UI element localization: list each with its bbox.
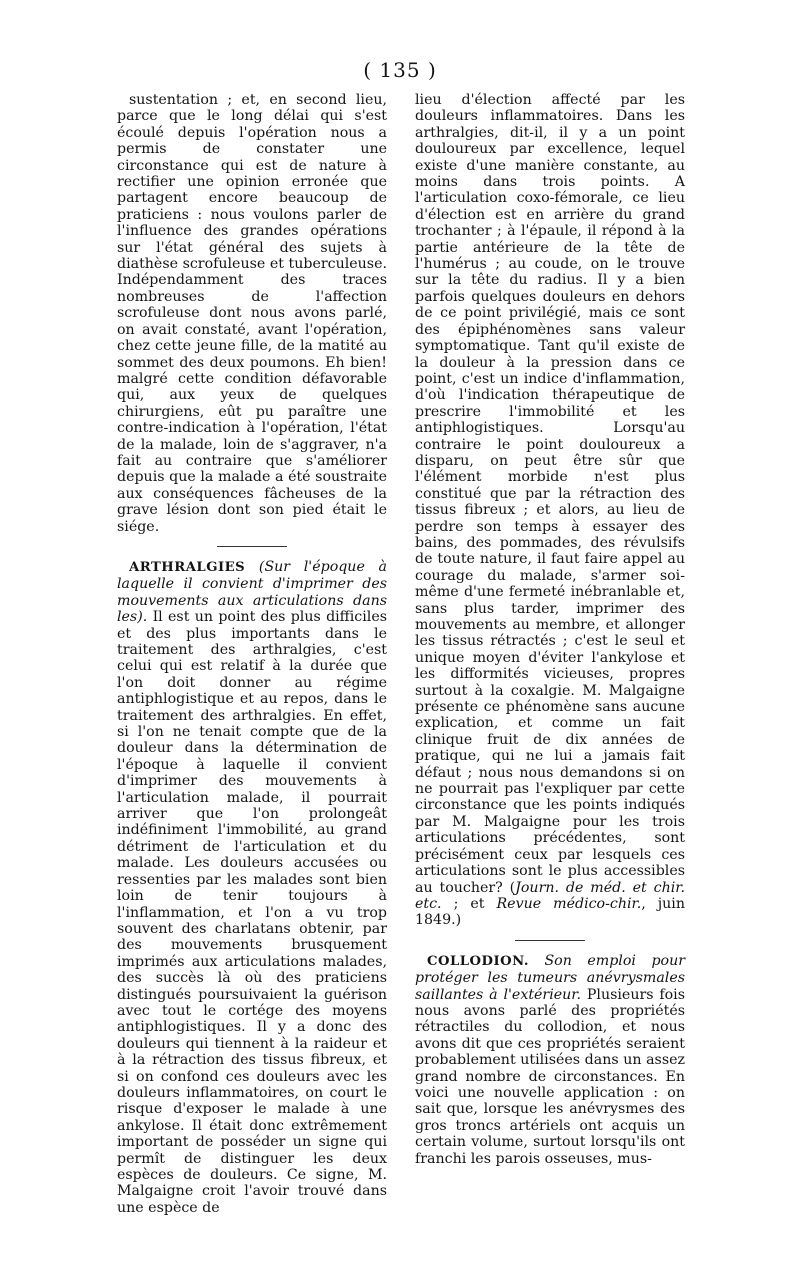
left-column <box>117 92 387 1216</box>
section-divider <box>217 546 287 547</box>
arthralgies-continuation-text: lieu d'élection affecté par les douleurs inflammatoires. Dans les arthralgies, dit-il, il y a un point douloureux par excellence, lequel existe d'une manière constante, au moins dans trois points. A l'articulation coxo-fémorale, ce lieu d'élection est en arrière du grand trochanter ; à l'épaule, il répond à la partie antérieure de la tête de l'humérus ; au coude, on le trouve sur la tête du radius. Il y a bien parfois quelques douleurs en dehors de ce point privilégié, mais ce sont des épiphénomènes sans valeur symptomatique. Tant qu'il existe de la douleur à la pression dans ce point, c'est un indice d'inflammation, d'où l'indication thérapeutique de prescrire l'immobilité et les antiphlogistiques. Lorsqu'au contraire le point douloureux a disparu, on peut être sûr que l'élément morbide n'est plus constitué que par la rétraction des tissus fibreux ; et alors, au lieu de perdre son temps à essayer des bains, des pommades, des révulsifs de toute nature, il faut faire appel au courage du malade, s'armer soi-même d'une fermeté inébranlable et, sans plus tarder, imprimer des mouvements au membre, et allonger les tissus rétractés ; c'est le seul et unique moyen d'éviter l'ankylose et les difformités vicieuses, propres surtout à la coxalgie. M. Malgaigne présente ce phénomène sans aucune explication, et comme un fait clinique fruit de dix années de pratique, qui ne lui a jamais fait défaut ; nous nous demandons si on ne pourrait pas l'expliquer par cette circonstance que les points indiqués par M. Malgaigne pour les trois articulations précédentes, sont précisément ceux par lesquels ces articulations sont le plus accessibles au toucher? ( <box>415 92 685 896</box>
section-divider <box>515 940 585 941</box>
page-number: ( 135 ) <box>363 58 437 82</box>
reference-revue: Revue médico-chir. <box>496 895 642 912</box>
right-column <box>415 92 685 1167</box>
collodion-body: Plusieurs fois nous avons parlé des propriétés rétractiles du collodion, et nous avons dit que ces propriétés seraient probablement utilisées dans un assez grand nombre de circonstances. En voici une nouvelle application : on sait que, lorsque les anévrysmes des gros troncs artériels ont acquis un certain volume, surtout lorsqu'ils ont franchi les parois osseuses, mus- <box>415 986 685 1167</box>
arthralgies-heading: ARTHRALGIES <box>129 559 246 575</box>
arthralgies-continuation <box>415 92 685 929</box>
case-conclusion-paragraph: sustentation ; et, en second lieu, parce que le long délai qui s'est écoulé depuis l'opération nous a permis de constater une circonstance qui est de nature à rectifier une opinion erronée que partagent encore beaucoup de praticiens : nous voulons parler de l'influence des grandes opérations sur l'état général des sujets à diathèse scrofuleuse et tuberculeuse. Indépendamment des traces nombreuses de l'affection scrofuleuse dont nous avons parlé, on avait constaté, avant l'opération, chez cette jeune fille, de la matité au sommet des deux poumons. Eh bien! malgré cette condition défavorable qui, aux yeux de quelques chirurgiens, eût pu paraître une contre-indication à l'opération, l'état de la malade, loin de s'aggraver, n'a fait au contraire que s'améliorer depuis que la malade a été soustraite aux conséquences fâcheuses de la grave lésion dont son pied était le siége. <box>117 92 387 535</box>
reference-journal: Journ. de méd. et chir. etc. <box>415 879 685 912</box>
arthralgies-subtitle: (Sur l'époque à laquelle il convient d'imprimer des mouvements aux articulations dans les). <box>117 558 387 626</box>
arthralgies-body: Il est un point des plus difficiles et des plus importants dans le traitement des arthralgies, c'est celui qui est relatif à la durée que l'on doit donner au régime antiphlogistique et au repos, dans le traitement des arthralgies. En effet, si l'on ne tenait compte que de la douleur dans la détermination de l'époque à laquelle il convient d'imprimer des mouvements à l'articulation malade, il pourrait arriver que l'on prolongeât indéfiniment l'immobilité, au grand détriment de l'articulation et du malade. Les douleurs accusées ou ressenties par les malades sont bien loin de tenir toujours à l'inflammation, et l'on a vu trop souvent des charlatans obtenir, par des mouvements brusquement imprimés aux articulations malades, des succès là où des praticiens distingués poursuivaient la guérison avec tout le cortége des moyens antiphlogistiques. Il y a donc des douleurs qui tiennent à la raideur et à la rétraction des tissus fibreux, et si on confond ces douleurs avec les douleurs inflammatoires, on court le risque d'exposer le malade à une ankylose. Il était donc extrêmement important de posséder un signe qui permît de distinguer les deux espèces de douleurs. Ce signe, M. Malgaigne croit l'avoir trouvé dans une espèce de <box>117 609 387 1216</box>
arthralgies-article <box>117 559 387 1216</box>
reference-joiner: ; et <box>441 895 497 912</box>
reference-date: , juin 1849.) <box>415 895 685 929</box>
collodion-heading: COLLODION. <box>427 953 529 969</box>
collodion-article <box>415 953 685 1167</box>
collodion-subtitle: Son emploi pour protéger les tumeurs anévrysmales saillantes à l'extérieur. <box>415 952 685 1003</box>
